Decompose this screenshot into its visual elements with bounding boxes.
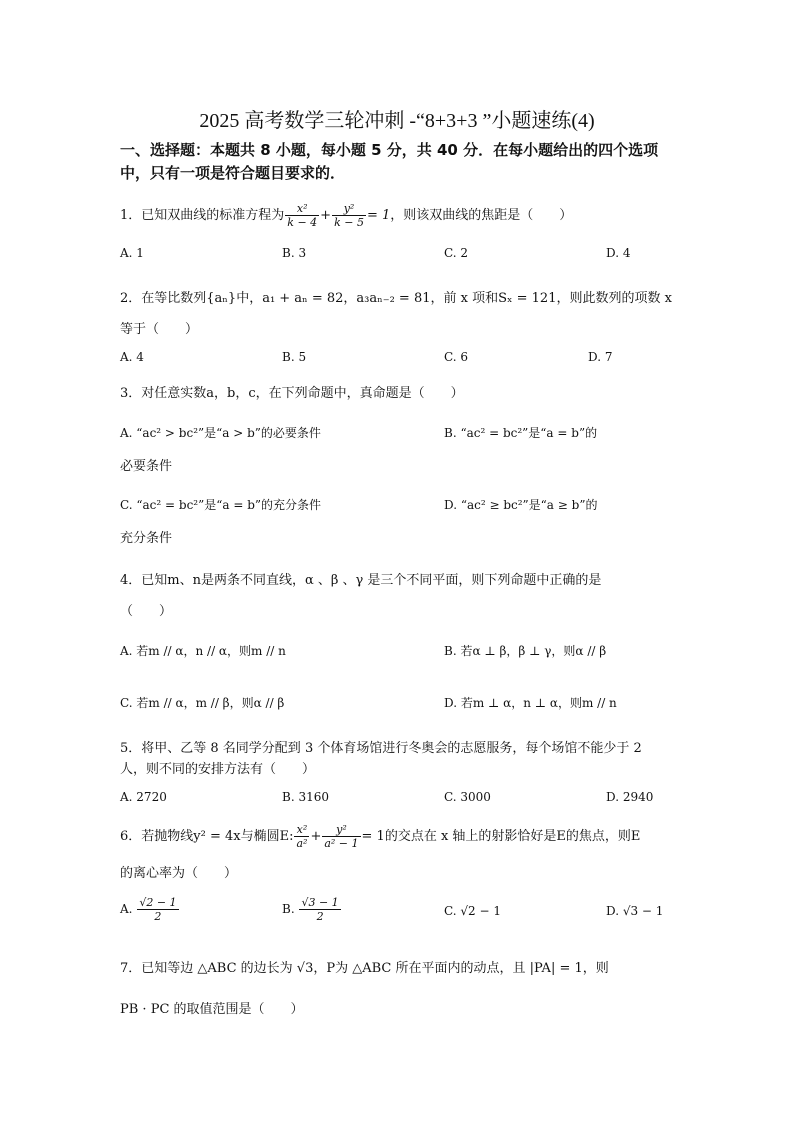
q1-fraction-x: $\frac{\text{x²}}{k - 4}$ — [287, 202, 318, 229]
q6-option-d: D. √3 − 1 — [606, 904, 664, 918]
q4-option-c: C. 若m // α，m // β，则α // β — [120, 696, 285, 710]
q4-option-a: A. 若m // α，n // α，则m // n — [120, 644, 286, 658]
q5-option-c: C. 3000 — [444, 790, 491, 804]
q5-option-a: A. 2720 — [120, 790, 167, 804]
q6-fraction-x: $\frac{\text{x²}}{\text{a²}}$ — [296, 823, 308, 850]
q3-option-b-cont: 必要条件 — [120, 459, 173, 474]
question-6-line-2: 的离心率为（ ） — [120, 866, 238, 881]
q6-fraction-y: $\frac{\text{y²}}{\text{a² − 1}}$ — [324, 823, 359, 850]
q3-option-a: A. “ac² > bc²”是“a > b”的必要条件 — [120, 426, 321, 440]
q1-prefix: 1．已知双曲线的标准方程为 — [120, 208, 285, 223]
page-title: 2025 高考数学三轮冲刺 -“8+3+3 ”小题速练(4) — [199, 110, 595, 132]
q1-option-a: A. 1 — [120, 246, 144, 260]
question-5-line-1: 5．将甲、乙等 8 名同学分配到 3 个体育场馆进行冬奥会的志愿服务，每个场馆不能少于 2 — [120, 741, 642, 756]
q6-prefix: 6．若抛物线y² = 4x与椭圆E: — [120, 829, 294, 844]
question-5-line-2: 人，则不同的安排方法有（ ） — [120, 762, 316, 777]
q5-option-b: B. 3160 — [282, 790, 329, 804]
question-4-line-2: （ ） — [120, 604, 173, 619]
question-2-line-2: 等于（ ） — [120, 322, 199, 337]
q3-option-b: B. “ac² = bc²”是“a = b”的 — [444, 426, 598, 440]
q6-option-b: B. $\frac{√3 - 1}{2}$ — [282, 896, 339, 923]
q1-option-c: C. 2 — [444, 246, 469, 260]
q1-option-d: D. 4 — [606, 246, 631, 260]
question-6-line-1: 6．若抛物线y² = 4x与椭圆E: $\frac{\text{x²}}{\text{a²}}$ + $\frac{\text{y²}}{\text{a² − 1}}$ = 1的交点在 x 轴上的射影恰好是E的焦点，则E — [120, 823, 641, 850]
question-7-line-1: 7．已知等边 △ABC 的边长为 √3，P为 △ABC 所在平面内的动点，且 |PA| = 1，则 — [120, 961, 609, 976]
q3-option-d: D. “ac² ≥ bc²”是“a ≥ b”的 — [444, 498, 598, 512]
q2-option-c: C. 6 — [444, 350, 469, 364]
q1-option-b: B. 3 — [282, 246, 307, 260]
q2-option-a: A. 4 — [120, 350, 144, 364]
question-1: 1．已知双曲线的标准方程为 $\frac{\text{x²}}{k - 4}$ + $\frac{\text{y²}}{k - 5}$ = 1，则该双曲线的焦距是（ ） — [120, 202, 573, 229]
q4-option-d: D. 若m ⊥ α，n ⊥ α，则m // n — [444, 696, 617, 710]
q6-option-c: C. √2 − 1 — [444, 904, 501, 918]
q6-option-b-fraction: $\frac{√3 - 1}{2}$ — [301, 896, 339, 923]
q2-option-d: D. 7 — [588, 350, 613, 364]
q3-option-c: C. “ac² = bc²”是“a = b”的充分条件 — [120, 498, 322, 512]
q3-option-d-cont: 充分条件 — [120, 531, 173, 546]
q1-fraction-y: $\frac{\text{y²}}{k - 5}$ — [334, 202, 364, 229]
q6-option-a: A. $\frac{√2 - 1}{2}$ — [120, 896, 177, 923]
question-7-line-2: PB · PC 的取值范围是（ ） — [120, 1002, 304, 1017]
question-3: 3．对任意实数a，b，c，在下列命题中，真命题是（ ） — [120, 386, 464, 401]
q5-option-d: D. 2940 — [606, 790, 654, 804]
q6-option-a-fraction: $\frac{√2 - 1}{2}$ — [139, 896, 177, 923]
q4-option-b: B. 若α ⊥ β，β ⊥ γ，则α // β — [444, 644, 607, 658]
question-4-line-1: 4．已知m、n是两条不同直线，α 、β 、γ 是三个不同平面，则下列命题中正确的是 — [120, 573, 602, 588]
question-2-line-1: 2．在等比数列{aₙ}中，a₁ + aₙ = 82，a₃aₙ₋₂ = 81，前 x 项和Sₓ = 121，则此数列的项数 x — [120, 291, 672, 306]
q1-suffix: ，则该双曲线的焦距是（ ） — [390, 208, 573, 223]
section-heading: 一、选择题：本题共 8 小题，每小题 5 分，共 40 分．在每小题给出的四个选项中，只有一项是符合题目要求的． — [120, 141, 659, 182]
q2-option-b: B. 5 — [282, 350, 307, 364]
q6-suffix: = 1的交点在 x 轴上的射影恰好是E的焦点，则E — [361, 829, 641, 844]
